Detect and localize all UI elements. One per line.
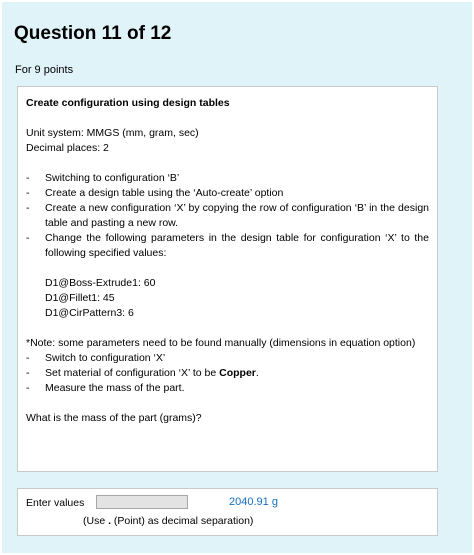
list-item: - Switching to configuration ‘B’ bbox=[26, 172, 180, 184]
list-item: - Measure the mass of the part. bbox=[26, 382, 185, 394]
enter-values-label: Enter values bbox=[26, 497, 85, 509]
list-item: - Set material of configuration ‘X’ to be Copper. bbox=[26, 367, 259, 379]
param-line: D1@Fillet1: 45 bbox=[45, 292, 115, 304]
question-prompt: What is the mass of the part (grams)? bbox=[26, 412, 202, 424]
decimal-places: Decimal places: 2 bbox=[26, 142, 109, 154]
question-title: Question 11 of 12 bbox=[14, 23, 172, 44]
param-line: D1@Boss-Extrude1: 60 bbox=[45, 277, 156, 289]
question-panel bbox=[2, 2, 472, 553]
material-name: Copper bbox=[219, 367, 256, 379]
param-line: D1@CirPattern3: 6 bbox=[45, 307, 134, 319]
list-item: - Create a new configuration ‘X’ by copying the row of configuration ‘B’ in the design table and pasting a new row. bbox=[26, 202, 429, 229]
list-item: - Change the following parameters in the design table for configuration ‘X’ to the following specified values: bbox=[26, 232, 429, 259]
note-text: *Note: some parameters need to be found manually (dimensions in equation option) bbox=[26, 337, 416, 349]
points-label: For 9 points bbox=[15, 64, 74, 76]
question-heading: Create configuration using design tables bbox=[26, 97, 230, 109]
answer-value: 2040.91 g bbox=[229, 496, 278, 508]
answer-box bbox=[17, 488, 438, 536]
decimal-hint: (Use . (Point) as decimal separation) bbox=[83, 515, 254, 527]
question-box bbox=[17, 86, 438, 472]
answer-input[interactable] bbox=[96, 495, 188, 509]
unit-system: Unit system: MMGS (mm, gram, sec) bbox=[26, 127, 199, 139]
list-item: - Switch to configuration ‘X’ bbox=[26, 352, 166, 364]
list-item: - Create a design table using the ‘Auto-create’ option bbox=[26, 187, 284, 199]
